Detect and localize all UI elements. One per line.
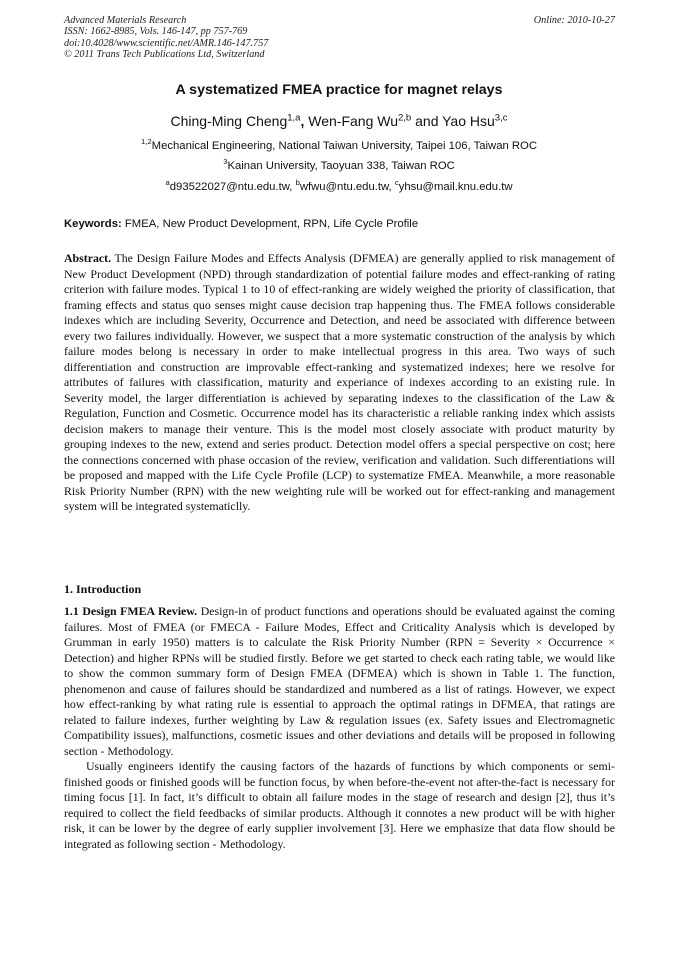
- intro-paragraph-1-text: Design-in of product functions and operations should be evaluated against the coming failures. Most of FMEA (or FMECA - Failure Modes, Effect and Criticality Analysis which is developed by Grumman in early 1950) matters is to calculate the Risk Priority Number (RPN = Severity × Occurrence × Detection) and higher RPNs will be studied firstly. Before we get started to check each rating table, we would like to show the common summary form of Design FMEA (DFMEA) which is shown in Table 1. The function, phenomenon and cause of failures should be standardized and numbered as a list of ratings. However, we expect how effect-ranking by what rating rule is essential to approach the optimal ratings in DFMEA, that ratings are related to failure indexes, further weighting by Law & regulation issues (ex. Safety issues and Electromagnetic Compatibility issues), malfunctions, cosmetic issues and other deviations and details will be proposed in following section - Methodology.: [64, 604, 615, 758]
- affiliation-text: Kainan University, Taoyuan 338, Taiwan ROC: [227, 160, 455, 172]
- keywords-line: [64, 218, 615, 230]
- introduction-body: [64, 604, 615, 852]
- author-name: Wen-Fang Wu: [308, 113, 398, 129]
- author-affiliation-mark: 2,b: [398, 112, 412, 124]
- author-separator: ,: [300, 113, 305, 129]
- email-address[interactable]: yhsu@mail.knu.edu.tw: [398, 181, 513, 193]
- abstract-text: The Design Failure Modes and Effects Analysis (DFMEA) are generally applied to risk management of New Product Development (NPD) through standardization of potential failure modes and effect-ranking of rating criterion with failure modes. Typical 1 to 10 of effect-ranking are widely weighed the priority of classification, that framing effects and status quo senses might cause decision trap happening thus. The FMEA follows considerable indexes which are including Severity, Occurrence and Detection, and need be associated with difference between every two failures individually. However, we suspect that a more systematic construction of the analysis by which failure modes belong is necessary in order to make intellectual progress in this area. Two ways of such differentiation and construction are improvable effect-ranking and systematized indexes; here we resolve for attributes of failures with classification, maturity and experiance of indexes according to an existing rule. In Severity model, the larger differentiation is achieved by separating indexes to the classification of the Law & Regulation, Function and Cosmetic. Occurrence model has its characteristic a reliable ranking index which assists decision makers to manage their venture. This is the model most closely associate with product maturity by grouping indexes to the new, extend and series product. Detection model offers a special perspective on cost; here the connections concerned with phase occasion of the review, verification and validation. Such differentiations will be proposed and mapped with the Life Cycle Profile (LCP) to systematize FMEA. Meanwhile, a more reasonable Risk Priority Number (RPN) with the new weighting rule will be worked out for effect-ranking and management system will be integrated systematiclly.: [64, 251, 615, 513]
- email-address[interactable]: wfwu@ntu.edu.tw,: [299, 181, 392, 193]
- author-line: [0, 113, 678, 129]
- doi-line: doi:10.4028/www.scientific.net/AMR.146-147.757: [64, 37, 269, 49]
- email-mark: a: [165, 178, 170, 188]
- affiliation-2: [0, 157, 678, 172]
- author-name: Yao Hsu: [442, 113, 495, 129]
- online-date: Online: 2010-10-27: [533, 15, 615, 26]
- keywords-label: Keywords:: [64, 218, 122, 230]
- author-name: Ching-Ming Cheng: [170, 113, 288, 129]
- intro-paragraph-2: Usually engineers identify the causing factors of the hazards of functions by which components or semi-finished goods or finished goods will be function focus, by when before-the-event not after-the-fact is necessary for timing focus [1]. In fact, it’s difficult to obtain all failure modes in the stage of research and design [2], thus it’s required to collect the field feedbacks of similar products. Although it connotes a new product will be with higher risk, it can be lower by the degree of early supplier involvement [3]. Here we emphasize that data flow should be integrated as following section - Methodology.: [64, 759, 615, 851]
- paper-title: A systematized FMEA practice for magnet relays: [175, 82, 503, 98]
- abstract-paragraph: [64, 251, 615, 515]
- intro-paragraph-1: [64, 604, 615, 759]
- email-mark: c: [394, 178, 399, 188]
- journal-header: [64, 15, 615, 60]
- affiliation-mark: 3: [223, 157, 228, 167]
- affiliation-mark: 1,2: [140, 137, 152, 147]
- author-affiliation-mark: 3,c: [494, 112, 508, 124]
- author-affiliation-mark: 1,a: [287, 112, 301, 124]
- journal-name: Advanced Materials Research: [64, 15, 187, 26]
- author-separator: and: [415, 113, 439, 129]
- copyright-line: © 2011 Trans Tech Publications Ltd, Switzerland: [64, 48, 265, 60]
- keywords-text: FMEA, New Product Development, RPN, Life Cycle Profile: [124, 218, 419, 230]
- affiliation-1: [0, 137, 678, 152]
- issn-line: ISSN: 1662-8985, Vols. 146-147, pp 757-769: [64, 26, 248, 38]
- email-line: [0, 178, 678, 193]
- subsection-heading: 1.1 Design FMEA Review.: [64, 604, 198, 618]
- email-address[interactable]: d93522027@ntu.edu.tw,: [169, 181, 293, 193]
- email-mark: b: [295, 178, 300, 188]
- section-heading: 1. Introduction: [64, 582, 142, 596]
- abstract-label: Abstract.: [64, 251, 112, 265]
- affiliation-text: Mechanical Engineering, National Taiwan University, Taipei 106, Taiwan ROC: [151, 140, 538, 152]
